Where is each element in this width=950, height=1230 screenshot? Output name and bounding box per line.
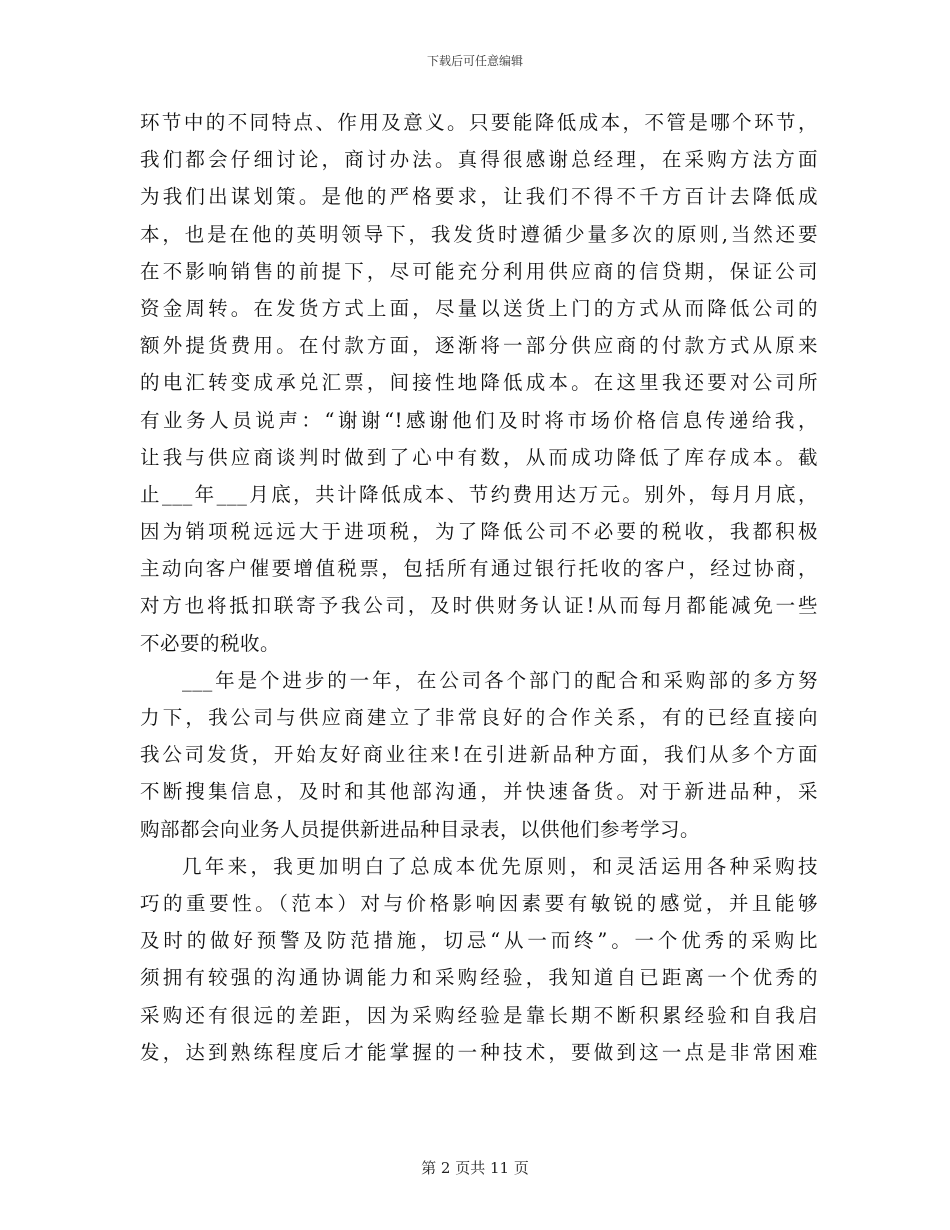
text-line: 本，也是在他的英明领导下，我发货时遵循少量多次的原则,当然还要 xyxy=(140,222,818,246)
text-line: 购部都会向业务人员提供新进品种目录表，以供他们参考学习。 xyxy=(140,817,701,841)
text-line: 环节中的不同特点、作用及意义。只要能降低成本，不管是哪个环节， xyxy=(140,111,818,134)
text-line: 对方也将抵扣联寄予我公司，及时供财务认证!从而每月都能减免一些 xyxy=(140,594,818,618)
paragraph xyxy=(140,104,818,662)
text-line: 采购还有很远的差距，因为采购经验是靠长期不断积累经验和自我启 xyxy=(140,1003,818,1027)
text-line: 主动向客户催要增值税票，包括所有通过银行托收的客户，经过协商， xyxy=(140,557,818,581)
text-line: 须拥有较强的沟通协调能力和采购经验，我知道自已距离一个优秀的 xyxy=(140,966,818,990)
text-line: 让我与供应商谈判时做到了心中有数，从而成功降低了库存成本。截 xyxy=(140,445,818,469)
document-body xyxy=(140,104,818,1071)
text-line: 及时的做好预警及防范措施，切忌“从一而终”。一个优秀的采购比 xyxy=(140,929,818,953)
text-line: 为我们出谋划策。是他的严格要求，让我们不得不千方百计去降低成 xyxy=(140,185,818,209)
text-line: 资金周转。在发货方式上面，尽量以送货上门的方式从而降低公司的 xyxy=(140,296,818,320)
text-line: 我公司发货，开始友好商业往来!在引进新品种方面，我们从多个方面 xyxy=(140,743,818,767)
text-line: 不必要的税收。 xyxy=(140,631,281,655)
text-line: ___年是个进步的一年，在公司各个部门的配合和采购部的多方努 xyxy=(182,668,818,692)
page-header: 下载后可任意编辑 xyxy=(426,54,523,68)
text-line: 力下，我公司与供应商建立了非常良好的合作关系，有的已经直接向 xyxy=(140,706,818,729)
page-number: 第 2 页共 11 页 xyxy=(421,1159,529,1177)
text-line: 在不影响销售的前提下，尽可能充分利用供应商的信贷期，保证公司 xyxy=(140,259,818,283)
text-line: 有业务人员说声：“谢谢“!感谢他们及时将市场价格信息传递给我， xyxy=(140,408,818,432)
text-line: 额外提货费用。在付款方面，逐渐将一部分供应商的付款方式从原来 xyxy=(140,334,818,358)
text-line: 发，达到熟练程度后才能掌握的一种技术，要做到这一点是非常困难 xyxy=(140,1040,818,1064)
text-line: 的电汇转变成承兑汇票，间接性地降低成本。在这里我还要对公司所 xyxy=(140,371,818,395)
text-line: 不断搜集信息，及时和其他部沟通，并快速备货。对于新进品种，采 xyxy=(140,780,818,804)
text-line: 巧的重要性。（范本）对与价格影响因素要有敏锐的感觉，并且能够 xyxy=(140,891,818,915)
text-line: 止___年___月底，共计降低成本、节约费用达万元。别外，每月月底， xyxy=(140,482,818,506)
text-line: 我们都会仔细讨论，商讨办法。真得很感谢总经理，在采购方法方面 xyxy=(140,148,818,172)
text-line: 因为销项税远远大于进项税，为了降低公司不必要的税收，我都积极 xyxy=(140,520,818,544)
paragraph xyxy=(140,848,818,1071)
text-line: 几年来，我更加明白了总成本优先原则，和灵活运用各种采购技 xyxy=(182,854,818,878)
paragraph xyxy=(140,662,818,848)
